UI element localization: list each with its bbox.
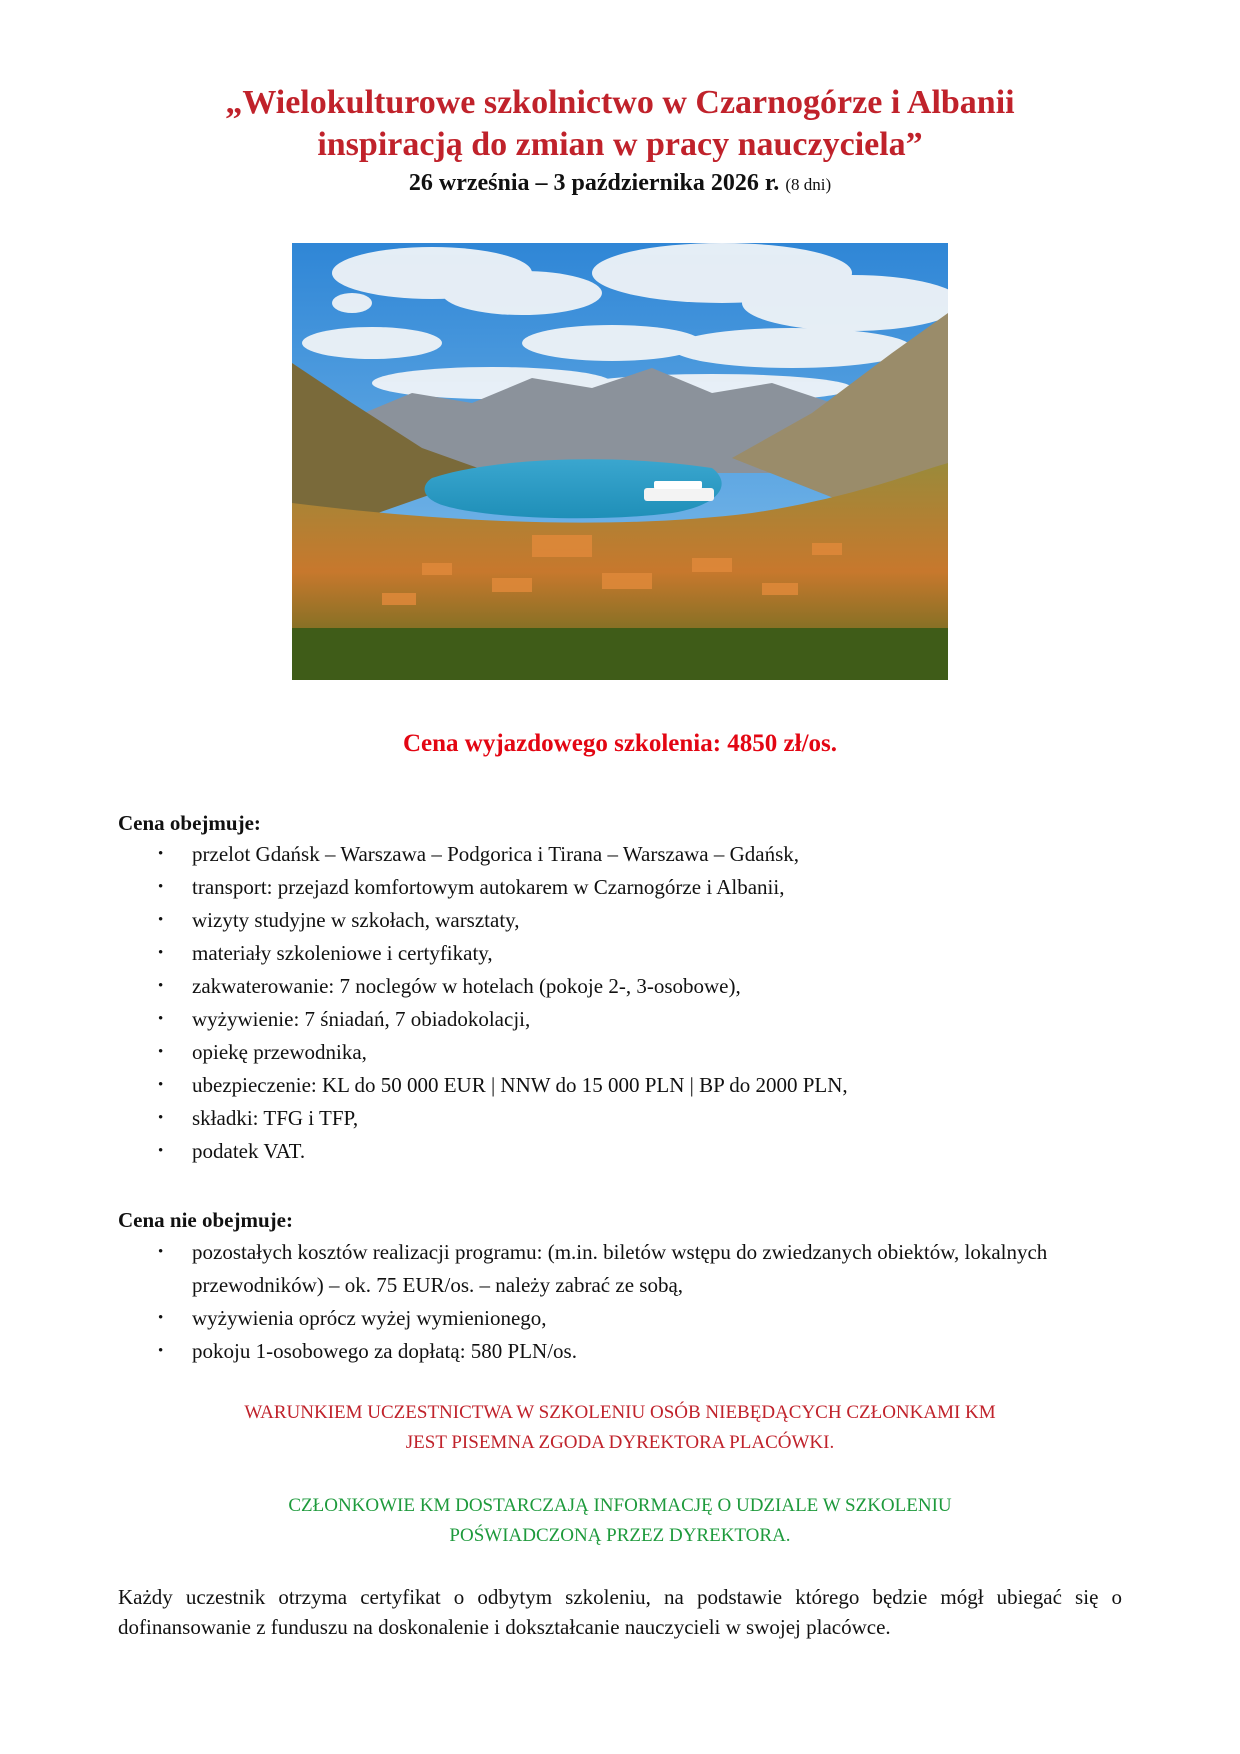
title-line-1: „Wielokulturowe szkolnictwo w Czarnogórze i Albanii bbox=[225, 84, 1015, 121]
duration: (8 dni) bbox=[785, 175, 832, 194]
list-item bbox=[118, 1302, 1128, 1335]
list-item bbox=[118, 1236, 1128, 1302]
list-item-text: wyżywienia oprócz wyżej wymienionego, bbox=[192, 1306, 547, 1330]
list-item bbox=[118, 838, 1128, 871]
list-item-text: transport: przejazd komfortowym autokarem w Czarnogórze i Albanii, bbox=[192, 875, 785, 899]
list-item-text: wyżywienie: 7 śniadań, 7 obiadokolacji, bbox=[192, 1007, 531, 1031]
list-item-text: zakwaterowanie: 7 noclegów w hotelach (pokoje 2-, 3-osobowe), bbox=[192, 974, 741, 998]
list-item bbox=[118, 1135, 1128, 1168]
bullet-icon: • bbox=[158, 912, 164, 928]
bullet-icon: • bbox=[158, 1310, 164, 1326]
members-notice bbox=[0, 1491, 1240, 1551]
includes-list bbox=[118, 838, 1128, 1168]
bullet-icon: • bbox=[158, 945, 164, 961]
notice-line: JEST PISEMNA ZGODA DYREKTORA PLACÓWKI. bbox=[405, 1432, 835, 1453]
bullet-icon: • bbox=[158, 879, 164, 895]
title-line-2: inspiracją do zmian w pracy nauczyciela” bbox=[317, 126, 923, 163]
bullet-icon: • bbox=[158, 978, 164, 994]
price-line: Cena wyjazdowego szkolenia: 4850 zł/os. bbox=[403, 730, 837, 757]
list-item-text: przelot Gdańsk – Warszawa – Podgorica i Tirana – Warszawa – Gdańsk, bbox=[192, 842, 800, 866]
list-item bbox=[118, 1036, 1128, 1069]
list-item-text: pokoju 1-osobowego za dopłatą: 580 PLN/os. bbox=[192, 1339, 577, 1363]
date-range: 26 września – 3 października 2026 r. bbox=[408, 170, 780, 196]
certificate-paragraph: Każdy uczestnik otrzyma certyfikat o odbytym szkoleniu, na podstawie którego będzie mógł ubiegać się o dofinansowanie z funduszu na doskonalenie i dokształcanie nauczycieli w swojej placówce. bbox=[118, 1585, 1122, 1639]
includes-heading: Cena obejmuje: bbox=[118, 811, 261, 835]
participation-condition-notice bbox=[0, 1398, 1240, 1458]
notice-line: CZŁONKOWIE KM DOSTARCZAJĄ INFORMACJĘ O UDZIALE W SZKOLENIU bbox=[288, 1495, 952, 1516]
foreground-trees bbox=[292, 628, 948, 680]
list-item-text: składki: TFG i TFP, bbox=[192, 1106, 359, 1130]
bullet-icon: • bbox=[158, 1077, 164, 1093]
training-dates bbox=[0, 168, 1240, 200]
list-item-text: opiekę przewodnika, bbox=[192, 1040, 367, 1064]
notice-line: WARUNKIEM UCZESTNICTWA W SZKOLENIU OSÓB NIEBĘDĄCYCH CZŁONKAMI KM bbox=[244, 1402, 996, 1423]
list-item bbox=[118, 1335, 1128, 1368]
bullet-icon: • bbox=[158, 1244, 164, 1260]
bullet-icon: • bbox=[158, 1343, 164, 1359]
list-item-text: ubezpieczenie: KL do 50 000 EUR | NNW do 15 000 PLN | BP do 2000 PLN, bbox=[192, 1073, 848, 1097]
list-item bbox=[118, 1003, 1128, 1036]
bullet-icon: • bbox=[158, 846, 164, 862]
bullet-icon: • bbox=[158, 1044, 164, 1060]
list-item bbox=[118, 904, 1128, 937]
bullet-icon: • bbox=[158, 1143, 164, 1159]
notice-line: POŚWIADCZONĄ PRZEZ DYREKTORA. bbox=[449, 1525, 791, 1546]
list-item bbox=[118, 937, 1128, 970]
excludes-list bbox=[118, 1236, 1128, 1368]
list-item bbox=[118, 1069, 1128, 1102]
bullet-icon: • bbox=[158, 1110, 164, 1126]
list-item bbox=[118, 970, 1128, 1003]
landscape-illustration bbox=[292, 243, 948, 680]
list-item bbox=[118, 871, 1128, 904]
list-item-text: materiały szkoleniowe i certyfikaty, bbox=[192, 941, 493, 965]
kotor-bay-photo bbox=[292, 243, 948, 680]
list-item-text: podatek VAT. bbox=[192, 1139, 306, 1163]
list-item-text: wizyty studyjne w szkołach, warsztaty, bbox=[192, 908, 520, 932]
list-item-text: pozostałych kosztów realizacji programu: (m.in. biletów wstępu do zwiedzanych obiektów, lokalnych przewodników) – ok. 75 EUR/os. – należy zabrać ze sobą, bbox=[192, 1240, 1048, 1297]
document-title bbox=[0, 82, 1240, 166]
excludes-heading: Cena nie obejmuje: bbox=[118, 1208, 293, 1232]
bullet-icon: • bbox=[158, 1011, 164, 1027]
list-item bbox=[118, 1102, 1128, 1135]
